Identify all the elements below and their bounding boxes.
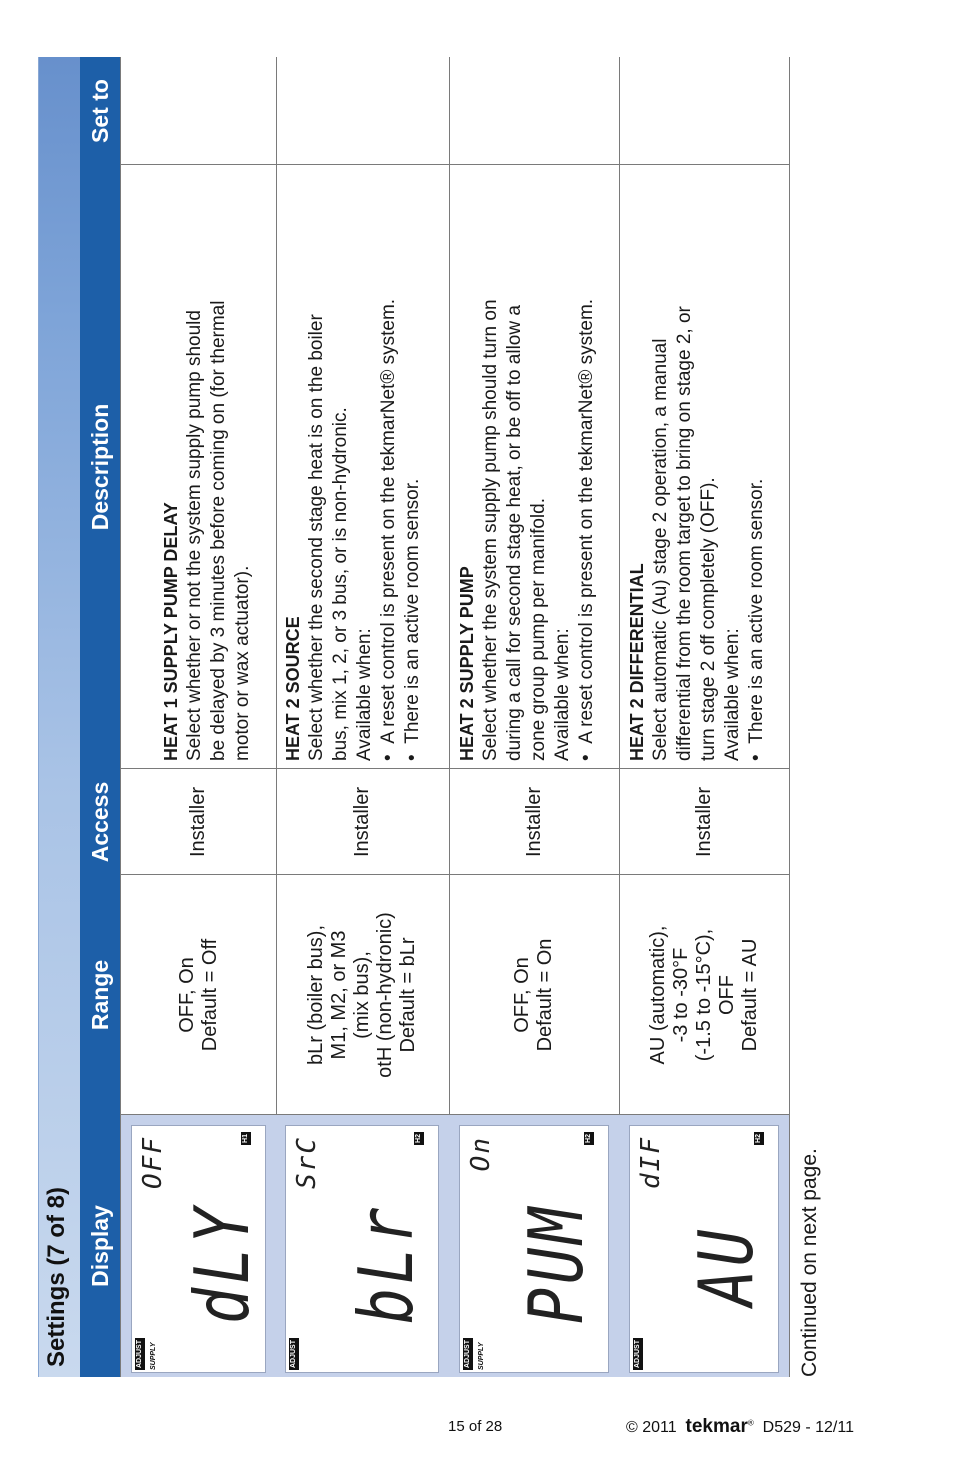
header-range: Range: [87, 959, 113, 1031]
description-line: turn stage 2 off completely (OFF).: [698, 477, 719, 761]
settings-banner: [38, 57, 81, 1377]
access-cell: [121, 768, 276, 875]
lcd-display: [459, 1125, 609, 1373]
setting-title: HEAT 2 DIFFERENTIAL: [627, 563, 647, 761]
access-cell: [275, 768, 449, 875]
table-row: [275, 57, 450, 1377]
description-line: Select whether the second stage heat is on the boiler: [306, 314, 327, 761]
lcd-main-text: AU: [683, 1225, 771, 1306]
range-line: Default = Off: [198, 938, 221, 1052]
header-access: Access: [87, 781, 113, 863]
availability-bullet: • There is an active room sensor.: [745, 171, 769, 761]
table-row: [120, 57, 277, 1377]
range-line: OFF, On: [175, 957, 198, 1033]
availability-bullet: • A reset control is present on the tekmarNet® system.: [377, 171, 401, 761]
description-line: Select whether or not the system supply pump should: [184, 310, 205, 761]
available-label: Available when:: [552, 628, 573, 761]
heat-stage-badge: H2: [415, 1134, 422, 1143]
heat-stage-badge: H1: [242, 1134, 249, 1143]
table-row: [619, 57, 790, 1377]
banner-title: Settings (7 of 8): [43, 1186, 70, 1367]
lcd-display: [629, 1125, 779, 1373]
description-line: Select whether the system supply pump should turn on: [480, 299, 501, 761]
range-line: Default = On: [534, 938, 556, 1052]
range-line: (-1.5 to -15°C),: [692, 928, 715, 1062]
range-line: -3 to -30°F: [669, 947, 692, 1043]
table-header: [80, 57, 120, 1377]
display-cell: [121, 1114, 276, 1377]
description-line: bus, mix 1, 2, or 3 bus, or is non-hydronic.: [330, 407, 351, 761]
supply-label: SUPPLY: [150, 1342, 157, 1370]
brand-logo: tekmar: [685, 1416, 748, 1437]
copyright: © 2011: [626, 1419, 677, 1436]
range-line: (mix bus),: [350, 951, 373, 1039]
range-line: otH (non-hydronic): [373, 912, 396, 1078]
footer-right: [626, 1416, 854, 1438]
range-cell: [275, 874, 449, 1115]
range-line: Default = AU: [738, 938, 761, 1052]
access-value: Installer: [522, 786, 545, 858]
description-cell: [275, 164, 449, 769]
registered-mark: ®: [747, 1418, 754, 1428]
description-line: Select automatic (Au) stage 2 operation, a manual: [650, 338, 671, 761]
access-value: Installer: [350, 786, 373, 858]
description-cell: [121, 164, 276, 769]
access-cell: [619, 768, 789, 875]
available-label: Available when:: [354, 628, 375, 761]
adjust-label: ADJUST: [136, 1339, 143, 1368]
description-line: differential from the room target to bring on stage 2, or: [674, 306, 695, 761]
supply-label: SUPPLY: [478, 1342, 485, 1370]
heat-stage-badge: H2: [755, 1134, 762, 1143]
set-to-cell[interactable]: [619, 57, 789, 165]
description-line: be delayed by 3 minutes before coming on (for thermal: [208, 300, 229, 761]
adjust-label: ADJUST: [290, 1339, 297, 1368]
lcd-value-text: dIF: [636, 1136, 666, 1189]
availability-bullet: • There is an active room sensor.: [401, 171, 425, 761]
lcd-value-text: SrC: [292, 1136, 322, 1189]
description-line: during a call for second stage heat, or be off to allow a: [504, 305, 525, 761]
lcd-display: [285, 1125, 439, 1373]
header-set-to: Set to: [87, 79, 113, 143]
header-display: Display: [87, 1205, 113, 1287]
set-to-cell[interactable]: [121, 57, 276, 165]
display-cell: [619, 1114, 789, 1377]
availability-bullet: • A reset control is present on the tekmarNet® system.: [575, 171, 599, 761]
range-cell: [449, 874, 619, 1115]
access-cell: [449, 768, 619, 875]
description-cell: [449, 164, 619, 769]
lcd-value-text: On: [466, 1136, 496, 1172]
adjust-label: ADJUST: [634, 1339, 641, 1368]
adjust-label: ADJUST: [464, 1339, 471, 1368]
set-to-cell[interactable]: [275, 57, 449, 165]
document-code: D529 - 12/11: [762, 1419, 854, 1436]
available-label: Available when:: [722, 628, 743, 761]
lcd-main-text: dLY: [179, 1203, 267, 1324]
range-line: M1, M2, or M3: [327, 930, 350, 1060]
description-line: zone group pump per manifold.: [528, 498, 549, 761]
setting-title: HEAT 1 SUPPLY PUMP DELAY: [161, 502, 181, 761]
range-cell: [121, 874, 276, 1115]
range-line: AU (automatic),: [646, 925, 669, 1065]
rotated-page: [38, 37, 828, 1377]
range-cell: [619, 874, 789, 1115]
display-cell: [449, 1114, 619, 1377]
description-cell: [619, 164, 789, 769]
lcd-display: [131, 1125, 266, 1373]
setting-title: HEAT 2 SOURCE: [283, 616, 303, 761]
continued-note: Continued on next page.: [798, 1148, 821, 1377]
heat-stage-badge: H2: [585, 1134, 592, 1143]
description-line: motor or wax actuator).: [232, 565, 253, 761]
display-cell: [275, 1114, 449, 1377]
set-to-cell[interactable]: [449, 57, 619, 165]
range-line: OFF: [715, 975, 738, 1015]
setting-title: HEAT 2 SUPPLY PUMP: [457, 566, 477, 761]
access-value: Installer: [187, 786, 209, 858]
header-description: Description: [87, 403, 113, 531]
range-line: OFF, On: [511, 957, 533, 1033]
access-value: Installer: [692, 786, 715, 858]
lcd-main-text: PUM: [513, 1203, 601, 1324]
lcd-value-text: OFF: [138, 1136, 168, 1189]
page-number: 15 of 28: [448, 1418, 503, 1435]
range-line: bLr (boiler bus),: [304, 924, 327, 1066]
range-line: Default = bLr: [396, 937, 419, 1053]
table-row: [449, 57, 620, 1377]
lcd-main-text: bLr: [343, 1203, 431, 1324]
